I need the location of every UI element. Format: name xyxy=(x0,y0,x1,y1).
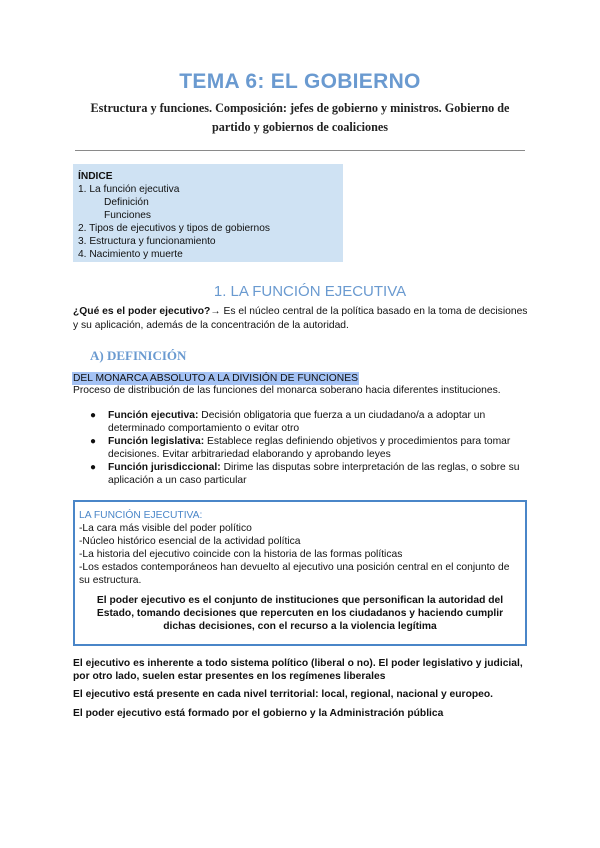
box-line: -La historia del ejecutivo coincide con la historia de las formas políticas xyxy=(79,549,403,560)
box-heading: LA FUNCIÓN EJECUTIVA: xyxy=(79,510,203,521)
executive-function-box xyxy=(73,500,527,646)
index-item: 3. Estructura y funcionamiento xyxy=(78,236,216,247)
box-line: -Los estados contemporáneos han devuelto al ejecutivo una posición central en el conjunto de su estructura. xyxy=(79,562,510,586)
definition-paragraph xyxy=(73,305,535,332)
bullet-icon: ● xyxy=(90,462,97,474)
list-item xyxy=(90,436,530,462)
index-box xyxy=(73,164,343,262)
answer-text: Es el núcleo central de la política basado en la toma de decisiones y su aplicación, además de la concentración de la autoridad. xyxy=(73,306,528,331)
intro-paragraph: Proceso de distribución de las funciones del monarca soberano hacia diferentes instituciones. xyxy=(73,385,501,396)
body-paragraph: El ejecutivo es inherente a todo sistema político (liberal o no). El poder legislativo y judicial, por otro lado, suelen estar presentes en los regímenes liberales xyxy=(73,658,523,682)
index-subitem: Funciones xyxy=(104,210,152,221)
index-item: 1. La función ejecutiva xyxy=(78,184,180,195)
page-title: TEMA 6: EL GOBIERNO xyxy=(179,70,421,93)
box-line: -La cara más visible del poder político xyxy=(79,523,252,534)
page-subtitle xyxy=(75,99,525,137)
header-divider xyxy=(75,150,525,151)
highlighted-heading: DEL MONARCA ABSOLUTO A LA DIVISIÓN DE FUNCIONES xyxy=(73,373,358,384)
bullet-icon: ● xyxy=(90,436,97,448)
list-item xyxy=(90,462,530,488)
arrow-icon: → xyxy=(210,306,221,317)
body-paragraph: El poder ejecutivo está formado por el gobierno y la Administración pública xyxy=(73,708,444,719)
index-item: 2. Tipos de ejecutivos y tipos de gobiernos xyxy=(78,223,270,234)
index-item: 4. Nacimiento y muerte xyxy=(78,249,183,260)
list-item xyxy=(90,410,530,436)
bullet-text: Establece reglas definiendo objetivos y procedimientos para tomar decisiones. Evitar arbitrariedad elaborando y aprobando leyes xyxy=(108,436,511,460)
section-heading: 1. LA FUNCIÓN EJECUTIVA xyxy=(213,283,407,300)
subtitle-line-1: Estructura y funciones. Composición: jefes de gobierno y ministros. Gobierno de xyxy=(90,101,510,115)
subtitle-line-2: partido y gobiernos de coaliciones xyxy=(211,120,389,134)
functions-list xyxy=(90,410,530,488)
question-text: ¿Qué es el poder ejecutivo? xyxy=(73,306,211,317)
bullet-icon: ● xyxy=(90,410,97,421)
body-paragraph: El ejecutivo está presente en cada nivel territorial: local, regional, nacional y europeo. xyxy=(73,689,494,700)
subsection-heading: A) DEFINICIÓN xyxy=(90,348,187,363)
bullet-text: Dirime las disputas sobre interpretación de las reglas, o sobre su aplicación a un caso particular xyxy=(108,462,520,486)
box-line: -Núcleo histórico esencial de la actividad política xyxy=(79,536,301,547)
bullet-term: Función jurisdiccional: xyxy=(108,462,221,474)
bullet-term: Función ejecutiva: xyxy=(108,410,199,421)
bullet-term: Función legislativa: xyxy=(108,436,205,448)
bullet-text: Decisión obligatoria que fuerza a un ciudadano/a a adoptar un determinado comportamiento o evitar otro xyxy=(108,410,486,434)
index-subitem: Definición xyxy=(104,197,149,208)
box-definition: El poder ejecutivo es el conjunto de instituciones que personifican la autoridad del Estado, tomando decisiones que repercuten en los ciudadanos y haciendo cumplir dichas decisiones, con el recurso a la violencia legítima xyxy=(96,595,504,632)
index-heading: ÍNDICE xyxy=(78,171,113,182)
